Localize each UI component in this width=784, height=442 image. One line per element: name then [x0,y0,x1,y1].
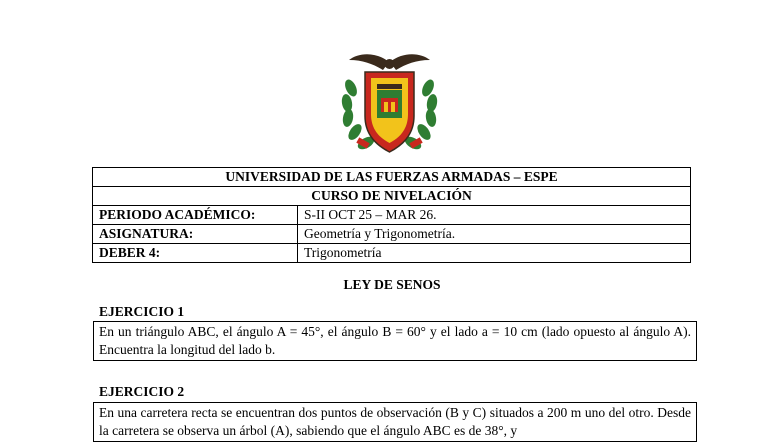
subject-label: ASIGNATURA: [93,225,298,244]
homework-label: DEBER 4: [93,244,298,263]
exercise-2-title: EJERCICIO 2 [99,384,185,399]
university-name: UNIVERSIDAD DE LAS FUERZAS ARMADAS – ESPE [93,168,691,187]
table-row [93,244,691,263]
exercise-1-text: En un triángulo ABC, el ángulo A = 45°, el ángulo B = 60° y el lado a = 10 cm (lado opuesto al ángulo A). Encuentra la longitud del lado b. [93,321,697,361]
university-crest-logo [337,48,442,158]
exercise-1-title: EJERCICIO 1 [99,304,185,319]
subject-value: Geometría y Trigonometría. [298,225,691,244]
table-row [93,168,691,187]
period-label: PERIODO ACADÉMICO: [93,206,298,225]
section-title: LEY DE SENOS [343,277,441,292]
table-row [93,187,691,206]
course-name: CURSO DE NIVELACIÓN [93,187,691,206]
homework-value: Trigonometría [298,244,691,263]
course-info-table [92,167,691,263]
eagle-icon [349,54,430,70]
exercise-2-text: En una carretera recta se encuentran dos puntos de observación (B y C) situados a 200 m uno del otro. Desde la carretera se observa un árbol (A), sabiendo que el ángulo ABC es de 38°, y [93,402,697,442]
table-row [93,225,691,244]
table-row [93,206,691,225]
period-value: S-II OCT 25 – MAR 26. [298,206,691,225]
